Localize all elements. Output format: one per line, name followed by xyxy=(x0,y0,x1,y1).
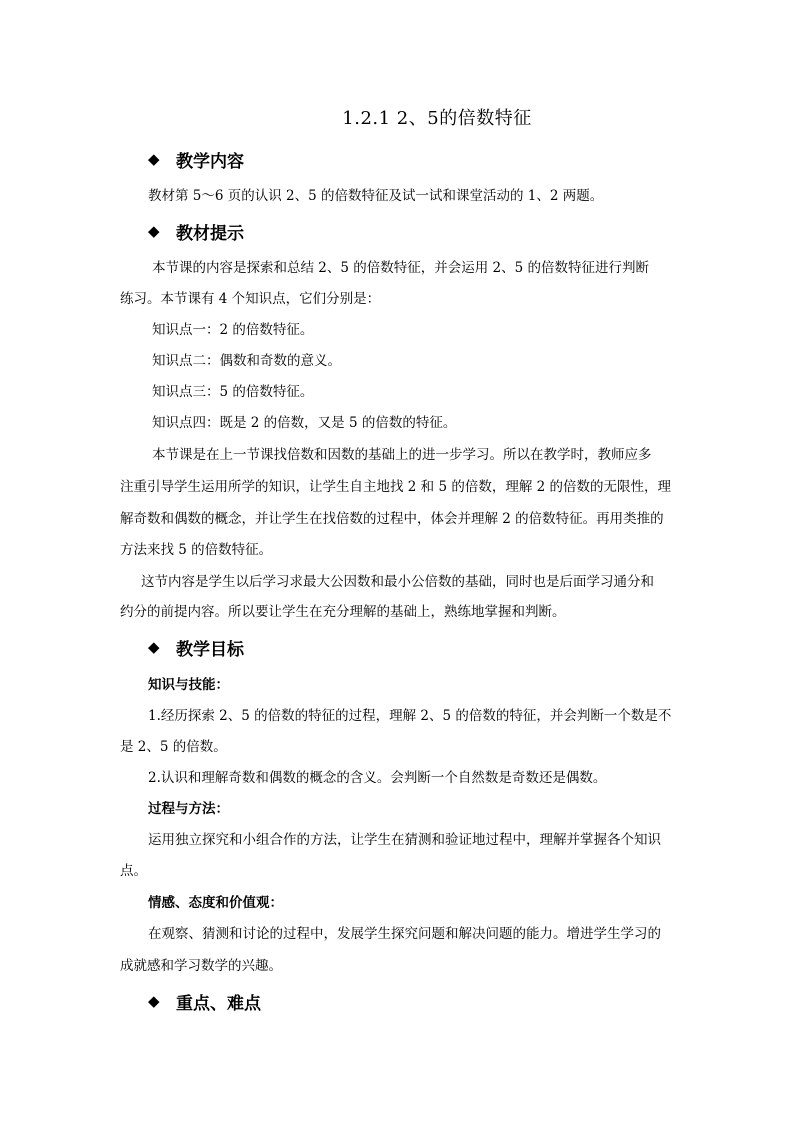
diamond-bullet-icon: ◆ xyxy=(148,638,160,656)
section-title: 教学目标 xyxy=(176,639,244,660)
paragraph-line: 成就感和学习数学的兴趣。 xyxy=(120,958,282,974)
section-heading-goals xyxy=(148,634,244,660)
paragraph-line: 知识点四：既是 2 的倍数，又是 5 的倍数的特征。 xyxy=(152,415,457,431)
paragraph-line: 知识点二：偶数和奇数的意义。 xyxy=(152,353,341,369)
paragraph-line: 这节内容是学生以后学习求最大公因数和最小公倍数的基础，同时也是后面学习通分和 xyxy=(141,574,654,590)
paragraph-line: 教材第 5～6 页的认识 2、5 的倍数特征及试一试和课堂活动的 1、2 两题。 xyxy=(148,188,604,204)
paragraph-line: 点。 xyxy=(120,863,147,879)
paragraph-line: 注重引导学生运用所学的知识，让学生自主地找 2 和 5 的倍数，理解 2 的倍数的无限性，理 xyxy=(120,479,672,495)
paragraph-line: 知识点一：2 的倍数特征。 xyxy=(152,322,314,338)
paragraph-line: 在观察、猜测和讨论的过程中，发展学生探究问题和解决问题的能力。增进学生学习的 xyxy=(148,926,661,942)
paragraph-line: 解奇数和偶数的概念，并让学生在找倍数的过程中，体会并理解 2 的倍数特征。再用类推的 xyxy=(120,511,664,527)
subheading-emotion: 情感、态度和价值观： xyxy=(148,895,283,911)
section-title: 教学内容 xyxy=(176,151,244,172)
section-heading-content xyxy=(148,146,244,172)
diamond-bullet-icon: ◆ xyxy=(148,222,160,240)
document-title: 1.2.1 2、5的倍数特征 xyxy=(342,108,532,129)
paragraph-line: 运用独立探究和小组合作的方法，让学生在猜测和验证地过程中，理解并掌握各个知识 xyxy=(148,832,661,848)
section-heading-hints xyxy=(148,218,244,244)
paragraph-line: 是 2、5 的倍数。 xyxy=(120,739,227,755)
section-heading-key xyxy=(148,988,261,1014)
section-title: 重点、难点 xyxy=(176,993,261,1014)
paragraph-line: 本节课的内容是探索和总结 2、5 的倍数特征，并会运用 2、5 的倍数特征进行判断 xyxy=(152,260,650,276)
paragraph-line: 本节课是在上一节课找倍数和因数的基础上的进一步学习。所以在教学时，教师应多 xyxy=(152,447,652,463)
subheading-knowledge: 知识与技能： xyxy=(148,677,229,693)
paragraph-line: 知识点三：5 的倍数特征。 xyxy=(152,384,314,400)
paragraph-line: 方法来找 5 的倍数特征。 xyxy=(120,542,273,558)
section-title: 教材提示 xyxy=(176,223,244,244)
paragraph-line: 1.经历探索 2、5 的倍数的特征的过程，理解 2、5 的倍数的特征，并会判断一个数是不 xyxy=(148,708,672,724)
subheading-process: 过程与方法： xyxy=(148,801,229,817)
paragraph-line: 2.认识和理解奇数和偶数的概念的含义。会判断一个自然数是奇数还是偶数。 xyxy=(148,770,607,786)
paragraph-line: 练习。本节课有 4 个知识点，它们分别是： xyxy=(120,291,381,307)
diamond-bullet-icon: ◆ xyxy=(148,992,160,1010)
diamond-bullet-icon: ◆ xyxy=(148,150,160,168)
paragraph-line: 约分的前提内容。所以要让学生在充分理解的基础上，熟练地掌握和判断。 xyxy=(120,604,566,620)
